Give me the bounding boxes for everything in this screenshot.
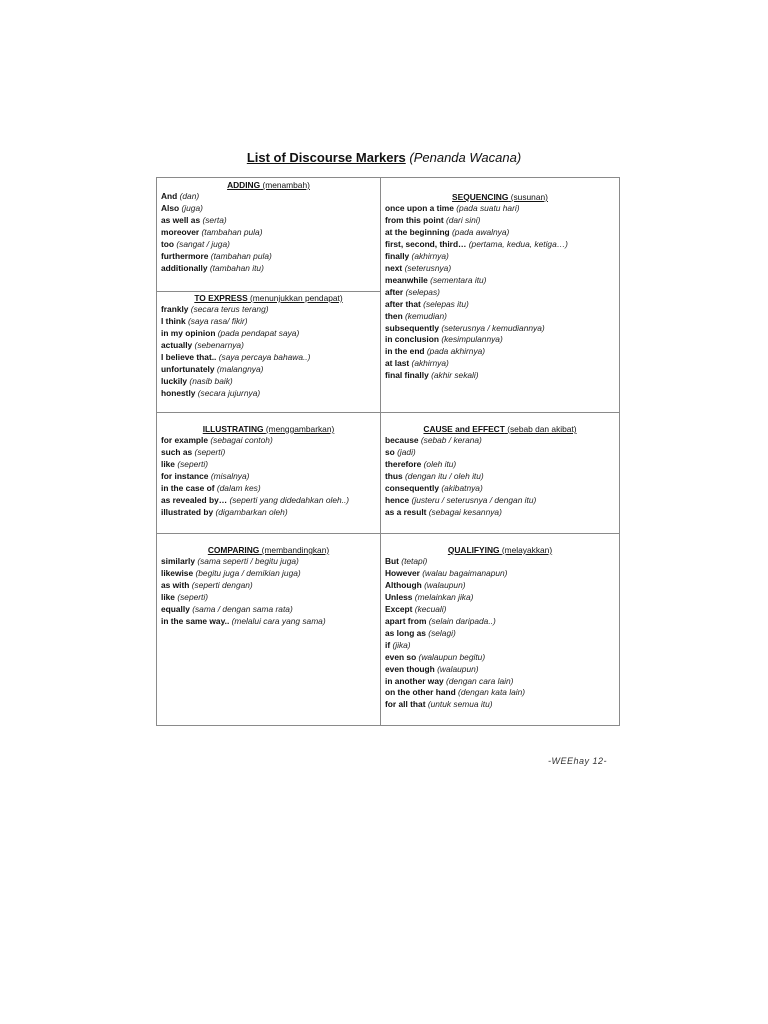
marker-meaning: (walaupun) <box>424 579 466 590</box>
marker-meaning: (dari sini) <box>445 214 481 225</box>
marker-word: as long as <box>385 627 426 638</box>
marker-meaning: (pertama, kedua, ketiga…) <box>468 238 568 249</box>
marker-item <box>161 616 376 628</box>
marker-item <box>385 275 615 287</box>
marker-word: first, second, third… <box>385 238 467 249</box>
marker-word: once upon a time <box>385 203 454 213</box>
marker-meaning: (juga) <box>181 202 203 213</box>
marker-meaning: (selagi) <box>428 627 456 638</box>
marker-item <box>161 251 376 263</box>
marker-item <box>385 471 615 483</box>
row-divider-3 <box>157 533 619 534</box>
marker-item <box>161 352 376 364</box>
marker-meaning: (melainkan jika) <box>414 591 474 602</box>
marker-meaning: (secara jujurnya) <box>197 387 261 398</box>
marker-word: similarly <box>161 556 195 566</box>
marker-word: at the beginning <box>385 226 450 237</box>
marker-meaning: (begitu juga / demikian juga) <box>195 567 301 578</box>
marker-meaning: (sebagai contoh) <box>210 435 273 445</box>
marker-item <box>385 676 615 688</box>
marker-item <box>161 340 376 352</box>
marker-meaning: (selepas itu) <box>423 298 469 309</box>
marker-list <box>385 203 615 382</box>
title-main: List of Discourse Markers <box>246 150 406 165</box>
marker-item <box>385 592 615 604</box>
marker-meaning: (untuk semua itu) <box>427 699 493 710</box>
marker-item <box>161 580 376 592</box>
marker-meaning: (tetapi) <box>401 556 428 566</box>
marker-item <box>385 323 615 335</box>
marker-item <box>385 435 615 447</box>
marker-item <box>161 507 376 519</box>
section-qualifying <box>381 544 619 711</box>
marker-word: But <box>385 556 399 566</box>
marker-meaning: (nasib baik) <box>189 375 233 386</box>
marker-word: for instance <box>161 470 209 481</box>
marker-item <box>385 370 615 382</box>
marker-item <box>385 628 615 640</box>
marker-word: finally <box>385 250 410 261</box>
section-sequencing <box>381 191 619 382</box>
marker-meaning: (justeru / seterusnya / dengan itu) <box>411 494 537 505</box>
section-heading: QUALIFYING (melayakkan) <box>447 545 553 555</box>
marker-item <box>385 215 615 227</box>
marker-word: on the other hand <box>385 687 456 698</box>
marker-meaning: (akibatnya) <box>441 482 483 493</box>
marker-item <box>161 263 376 275</box>
marker-meaning: (sebagai kesannya) <box>428 506 502 517</box>
marker-word: actually <box>161 339 193 350</box>
marker-meaning: (tambahan itu) <box>209 262 264 273</box>
marker-item <box>385 251 615 263</box>
marker-meaning: (selain daripada..) <box>428 615 496 626</box>
marker-item <box>161 239 376 251</box>
marker-item <box>385 299 615 311</box>
marker-item <box>385 580 615 592</box>
marker-meaning: (sangat / juga) <box>176 238 230 249</box>
section-comparing <box>157 544 380 628</box>
marker-item <box>161 435 376 447</box>
marker-word: in my opinion <box>161 327 216 338</box>
marker-word: luckily <box>161 375 188 386</box>
marker-meaning: (selepas) <box>405 286 440 297</box>
section-heading: CAUSE and EFFECT (sebab dan akibat) <box>423 424 577 434</box>
marker-word: because <box>385 435 419 445</box>
marker-meaning: (melalui cara yang sama) <box>231 615 326 626</box>
marker-word: moreover <box>161 226 200 237</box>
marker-item <box>385 483 615 495</box>
marker-word: even so <box>385 651 417 662</box>
section-heading: ADDING (menambah) <box>227 180 310 190</box>
marker-word: as a result <box>385 506 427 517</box>
marker-word: for all that <box>385 699 426 710</box>
marker-word: such as <box>161 446 193 457</box>
marker-item <box>161 376 376 388</box>
marker-item <box>385 263 615 275</box>
row-divider-2 <box>157 412 619 413</box>
marker-meaning: (seperti dengan) <box>191 579 253 590</box>
section-express <box>157 292 380 400</box>
marker-word: Although <box>385 579 422 590</box>
marker-word: illustrated by <box>161 506 214 517</box>
marker-meaning: (pada awalnya) <box>452 226 510 237</box>
marker-meaning: (dan) <box>179 191 200 201</box>
marker-word: hence <box>385 494 410 505</box>
marker-word: meanwhile <box>385 274 428 285</box>
marker-word: therefore <box>385 458 422 469</box>
marker-item <box>161 556 376 568</box>
marker-item <box>161 227 376 239</box>
marker-item <box>385 604 615 616</box>
marker-word: in another way <box>385 675 444 686</box>
marker-word: apart from <box>385 615 427 626</box>
marker-meaning: (kesimpulannya) <box>441 334 503 345</box>
marker-word: And <box>161 191 178 201</box>
marker-meaning: (kecuali) <box>414 603 447 614</box>
marker-meaning: (sama / dengan sama rata) <box>192 603 293 614</box>
marker-meaning: (dalam kes) <box>216 482 261 493</box>
marker-word: after <box>385 286 404 297</box>
marker-meaning: (serta) <box>202 214 227 225</box>
marker-word: final finally <box>385 370 429 381</box>
marker-item <box>161 203 376 215</box>
marker-word: after that <box>385 298 421 309</box>
marker-word: unfortunately <box>161 363 215 374</box>
marker-word: in conclusion <box>385 334 439 345</box>
section-heading: COMPARING (membandingkan) <box>207 545 330 555</box>
marker-item <box>385 664 615 676</box>
marker-item <box>161 592 376 604</box>
marker-item <box>385 346 615 358</box>
marker-item <box>385 239 615 251</box>
marker-word: too <box>161 238 175 249</box>
marker-item <box>161 459 376 471</box>
marker-item <box>385 287 615 299</box>
marker-meaning: (malangnya) <box>216 363 264 374</box>
marker-meaning: (pada akhirnya) <box>426 346 486 357</box>
section-illustrating <box>157 423 380 519</box>
section-adding <box>157 179 380 275</box>
markers-table <box>156 177 620 726</box>
marker-meaning: (pada pendapat saya) <box>217 327 300 338</box>
marker-item <box>161 215 376 227</box>
marker-item <box>385 640 615 652</box>
marker-meaning: (tambahan pula) <box>210 250 272 261</box>
section-heading: SEQUENCING (susunan) <box>452 192 548 202</box>
marker-meaning: (dengan itu / oleh itu) <box>405 470 484 481</box>
marker-meaning: (dengan cara lain) <box>445 675 514 686</box>
marker-word: I think <box>161 315 186 326</box>
marker-list <box>161 191 376 275</box>
marker-word: so <box>385 446 395 457</box>
marker-word: like <box>161 591 175 602</box>
marker-word: I believe that.. <box>161 351 217 362</box>
marker-item <box>385 568 615 580</box>
section-heading: TO EXPRESS (menunjukkan pendapat) <box>194 293 343 303</box>
marker-item <box>385 616 615 628</box>
marker-word: furthermore <box>161 250 209 261</box>
marker-list <box>385 556 615 711</box>
section-heading: ILLUSTRATING (menggambarkan) <box>202 424 335 434</box>
marker-meaning: (saya rasa/ fikir) <box>188 315 248 326</box>
marker-meaning: (sama seperti / begitu juga) <box>197 556 299 566</box>
marker-meaning: (jadi) <box>397 446 416 457</box>
marker-meaning: (digambarkan oleh) <box>215 506 288 517</box>
marker-word: Unless <box>385 591 413 602</box>
marker-meaning: (seterusnya / kemudiannya) <box>441 322 545 333</box>
marker-word: Also <box>161 202 180 213</box>
marker-meaning: (walau bagaimanapun) <box>422 567 508 578</box>
marker-word: However <box>385 567 420 578</box>
marker-word: like <box>161 458 175 469</box>
marker-item <box>385 311 615 323</box>
marker-item <box>161 604 376 616</box>
marker-item <box>385 556 615 568</box>
marker-meaning: (akhirnya) <box>411 358 449 369</box>
marker-word: additionally <box>161 262 208 273</box>
marker-meaning: (walaupun begitu) <box>418 651 486 662</box>
marker-item <box>161 447 376 459</box>
marker-word: as revealed by… <box>161 494 228 505</box>
marker-meaning: (walaupun) <box>437 663 479 674</box>
marker-meaning: (kemudian) <box>405 310 447 321</box>
marker-meaning: (seperti) <box>177 591 209 602</box>
marker-list <box>161 435 376 519</box>
marker-word: from this point <box>385 214 444 225</box>
marker-item <box>161 364 376 376</box>
page-title <box>0 150 768 165</box>
marker-meaning: (akhirnya) <box>411 250 449 261</box>
marker-item <box>161 316 376 328</box>
marker-word: as with <box>161 579 190 590</box>
marker-item <box>161 483 376 495</box>
marker-word: likewise <box>161 567 194 578</box>
marker-meaning: (dengan kata lain) <box>458 687 526 698</box>
marker-word: even though <box>385 663 435 674</box>
marker-meaning: (saya percaya bahawa..) <box>218 351 311 362</box>
marker-meaning: (sementara itu) <box>430 274 487 285</box>
marker-item <box>385 459 615 471</box>
marker-item <box>161 568 376 580</box>
marker-word: Except <box>385 603 413 614</box>
marker-meaning: (secara terus terang) <box>190 304 269 314</box>
marker-word: at last <box>385 358 410 369</box>
marker-item <box>385 358 615 370</box>
marker-item <box>161 495 376 507</box>
marker-meaning: (seterusnya) <box>404 262 452 273</box>
marker-list <box>161 556 376 628</box>
marker-word: in the end <box>385 346 425 357</box>
marker-word: in the same way.. <box>161 615 230 626</box>
marker-item <box>161 328 376 340</box>
marker-item <box>385 334 615 346</box>
marker-item <box>161 471 376 483</box>
marker-meaning: (akhir sekali) <box>431 370 479 381</box>
marker-word: honestly <box>161 387 196 398</box>
title-sub: (Penanda Wacana) <box>409 150 522 165</box>
marker-item <box>161 304 376 316</box>
marker-word: then <box>385 310 403 321</box>
author-signature: -WEEhay 12- <box>548 756 608 766</box>
marker-word: subsequently <box>385 322 439 333</box>
marker-item <box>161 388 376 400</box>
marker-word: as well as <box>161 214 201 225</box>
marker-meaning: (seperti) <box>177 458 209 469</box>
marker-item <box>385 652 615 664</box>
marker-item <box>385 687 615 699</box>
marker-meaning: (pada suatu hari) <box>456 203 520 213</box>
marker-item <box>385 227 615 239</box>
marker-meaning: (sebab / kerana) <box>420 435 482 445</box>
marker-item <box>385 495 615 507</box>
marker-word: next <box>385 262 403 273</box>
marker-item <box>385 699 615 711</box>
marker-item <box>385 507 615 519</box>
marker-meaning: (tambahan pula) <box>201 226 263 237</box>
marker-item <box>161 191 376 203</box>
section-cause-effect <box>381 423 619 519</box>
marker-list <box>161 304 376 400</box>
marker-list <box>385 435 615 519</box>
marker-word: consequently <box>385 482 439 493</box>
marker-word: thus <box>385 470 403 481</box>
marker-meaning: (seperti yang didedahkan oleh..) <box>229 494 350 505</box>
marker-meaning: (oleh itu) <box>423 458 457 469</box>
marker-word: equally <box>161 603 190 614</box>
marker-word: in the case of <box>161 482 215 493</box>
marker-meaning: (seperti) <box>194 446 226 457</box>
marker-word: if <box>385 639 391 650</box>
marker-meaning: (sebenarnya) <box>194 339 244 350</box>
marker-word: frankly <box>161 304 189 314</box>
marker-item <box>385 203 615 215</box>
marker-meaning: (misalnya) <box>210 470 250 481</box>
marker-meaning: (jika) <box>392 639 411 650</box>
marker-item <box>385 447 615 459</box>
marker-word: for example <box>161 435 209 445</box>
